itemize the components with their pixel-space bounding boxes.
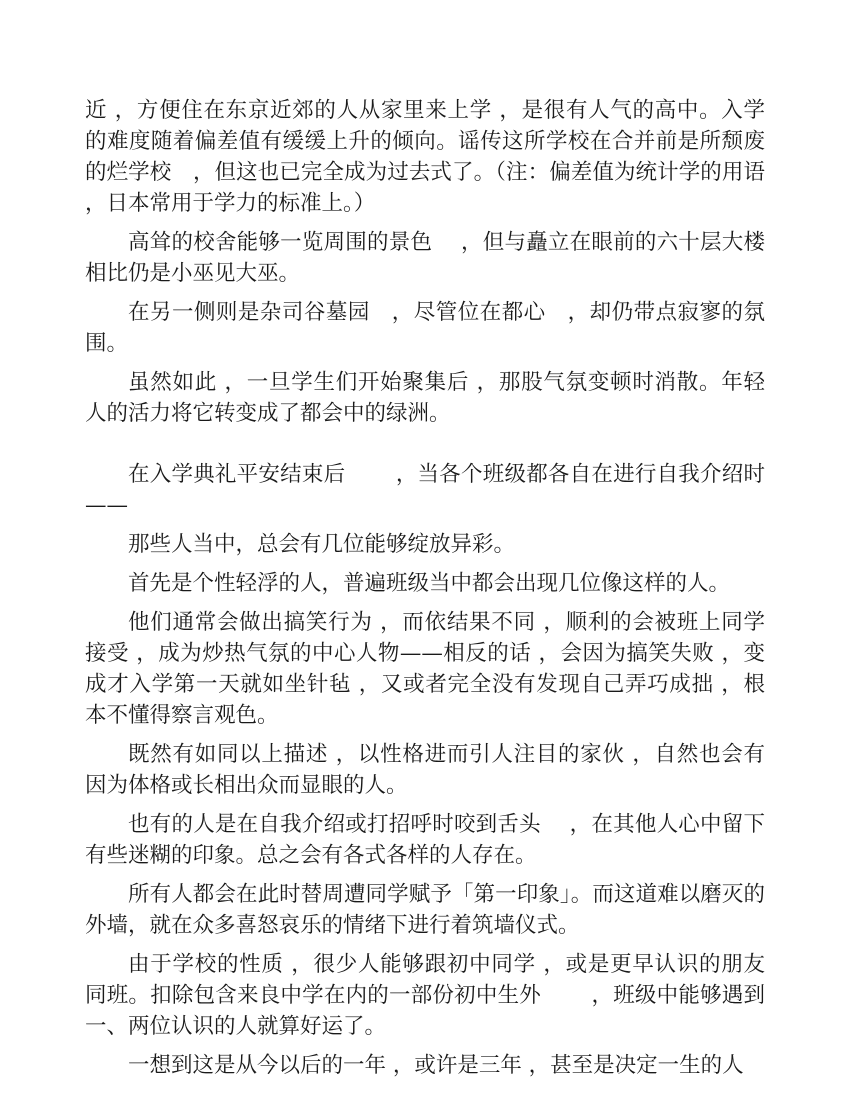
paragraph: 高耸的校舍能够一览周围的景色 ，但与矗立在眼前的六十层大楼相比仍是小巫见大巫。 [85, 230, 765, 286]
paragraph: 在另一侧则是杂司谷墓园 ，尽管位在都心 ，却仍带点寂寥的氛围。 [85, 300, 765, 356]
paragraph: 也有的人是在自我介绍或打招呼时咬到舌头 ，在其他人心中留下有些迷糊的印象。总之会有各式各样的人存在。 [85, 812, 765, 868]
text-column [85, 95, 772, 1081]
paragraph: 一想到这是从今以后的一年 ，或许是三年 ，甚至是决定一生的人 [128, 1053, 744, 1078]
paragraph: 首先是个性轻浮的人，普遍班级当中都会出现几位像这样的人。 [128, 571, 731, 596]
paragraph: 近 ，方便住在东京近郊的人从家里来上学 ，是很有人气的高中。入学的难度随着偏差值有缓缓上升的倾向。谣传这所学校在合并前是所颓废的烂学校 ，但这也已完全成为过去式了。（注：偏差值为统计学的用语 ，日本常用于学力的标准上。） [85, 98, 772, 216]
paragraph: 他们通常会做出搞笑行为 ，而依结果不同 ，顺利的会被班上同学接受 ，成为炒热气氛的中心人物——相反的话 ，会因为搞笑失败 ，变成才入学第一天就如坐针毡 ，又或者完全没有发现自己弄巧成拙 ，根本不懂得察言观色。 [85, 610, 765, 728]
paragraph: 既然有如同以上描述 ，以性格进而引人注目的家伙 ，自然也会有因为体格或长相出众而显眼的人。 [85, 742, 765, 798]
paragraph: 所有人都会在此时替周遭同学赋予「第一印象」。而这道难以磨灭的外墙，就在众多喜怒哀乐的情绪下进行着筑墙仪式。 [85, 882, 765, 938]
paragraph: 那些人当中，总会有几位能够绽放异彩。 [128, 532, 516, 557]
paragraph: 在入学典礼平安结束后 ，当各个班级都各自在进行自我介绍时—— [85, 462, 765, 518]
paragraph: 由于学校的性质 ，很少人能够跟初中同学 ，或是更早认识的朋友同班。扣除包含来良中学在内的一部份初中生外 ，班级中能够遇到一、两位认识的人就算好运了。 [85, 952, 765, 1039]
paragraph: 虽然如此 ，一旦学生们开始聚集后 ，那股气氛变顿时消散。年轻人的活力将它转变成了都会中的绿洲。 [85, 370, 765, 426]
